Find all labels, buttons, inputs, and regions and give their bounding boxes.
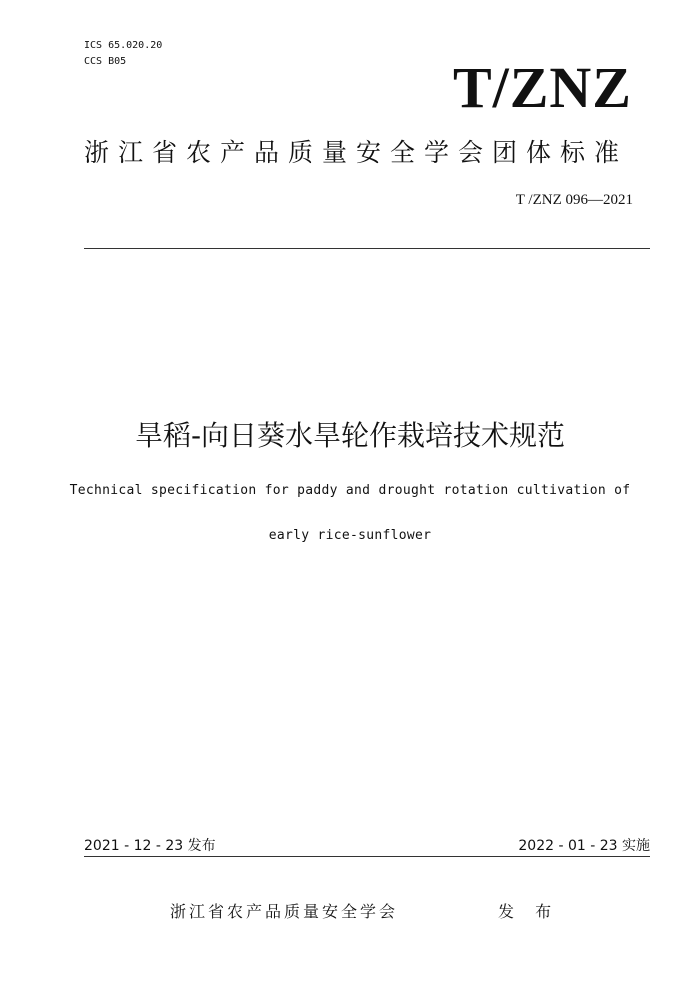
publisher-name: 浙江省农产品质量安全学会 (170, 902, 399, 921)
publish-label: 发 布 (498, 902, 560, 921)
classification-codes (84, 38, 162, 70)
document-title-english-line1: Technical specification for paddy and drought rotation cultivation of (69, 483, 631, 498)
standard-number: T /ZNZ 096—2021 (515, 192, 633, 208)
issue-date: 2021 - 12 - 23 发布 (84, 838, 216, 854)
document-title-english-line2: early rice-sunflower (268, 528, 432, 543)
ics-code: ICS 65.020.20 (84, 40, 163, 51)
header-divider (84, 248, 650, 249)
implementation-date: 2022 - 01 - 23 实施 (518, 838, 650, 854)
organization-standard-title: 浙江省农产品质量安全学会团体标准 (84, 138, 629, 167)
footer-divider (84, 856, 650, 857)
document-title-chinese: 旱稻-向日葵水旱轮作栽培技术规范 (134, 419, 566, 452)
ccs-code: CCS B05 (84, 56, 127, 67)
standard-mark: T/ZNZ (452, 55, 632, 120)
